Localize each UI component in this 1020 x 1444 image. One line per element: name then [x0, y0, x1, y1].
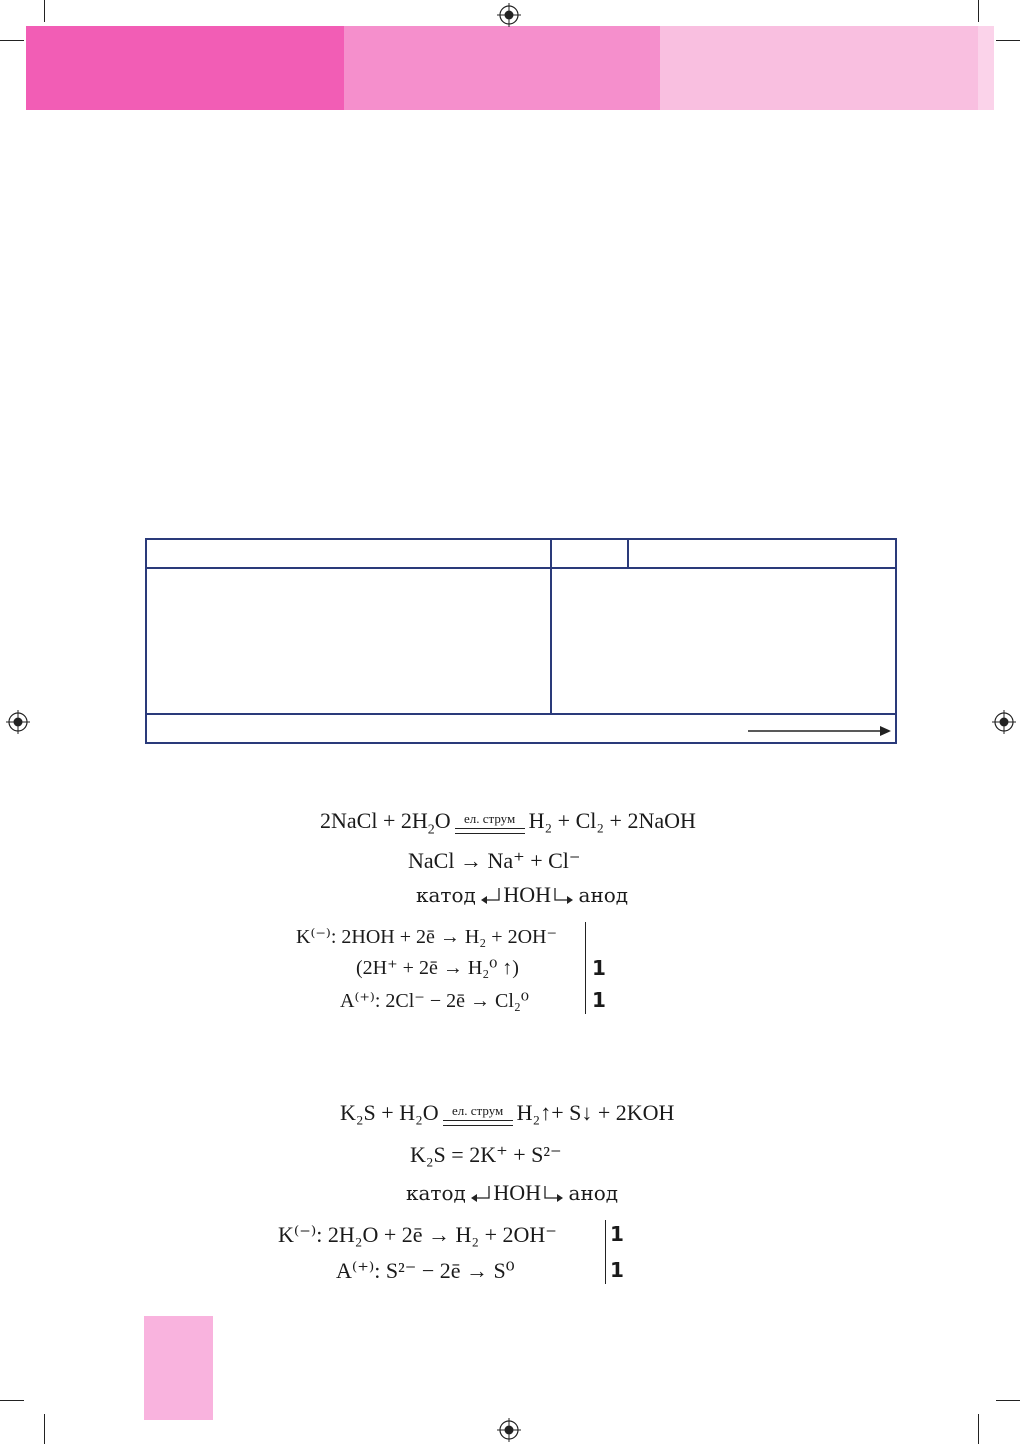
bent-arrow-right-icon	[551, 888, 573, 906]
header-band-mid	[344, 26, 660, 110]
crop-mark	[0, 1400, 24, 1401]
reaction1-electrode-scheme: катод HOH анод	[416, 882, 629, 907]
reaction1-overall: 2NaCl + $2H_2O$ ел. струм H₂ + Cl₂ + 2NaOH	[320, 808, 696, 838]
crop-mark	[44, 1414, 45, 1444]
page-number-tab	[144, 1316, 213, 1420]
arrow-right-icon	[748, 723, 893, 739]
coefficient: 1	[592, 956, 606, 980]
balance-bar	[585, 922, 586, 1014]
header-band-dark	[26, 26, 344, 110]
reaction2-cathode-equation: K⁽⁻⁾: 2H₂O + 2ē → H₂ + 2OH⁻	[278, 1222, 557, 1247]
reaction2-dissociation: K₂S = 2K⁺ + S²⁻	[410, 1142, 562, 1167]
coefficient: 1	[592, 988, 606, 1012]
crop-mark	[996, 1400, 1020, 1401]
registration-mark-icon	[497, 3, 521, 27]
registration-mark-icon	[6, 710, 30, 734]
registration-mark-icon	[992, 710, 1016, 734]
balance-bar	[605, 1220, 606, 1284]
crop-mark	[996, 40, 1020, 41]
coefficient: 1	[610, 1222, 624, 1246]
crop-mark	[978, 1414, 979, 1444]
crop-mark	[44, 0, 45, 22]
crop-mark	[0, 40, 24, 41]
reaction1-anode-equation: A⁽⁺⁾: 2Cl⁻ − 2ē → Cl₂⁰	[340, 990, 529, 1012]
header-band-edge	[978, 26, 994, 110]
reaction2-electrode-scheme: катод HOH анод	[406, 1180, 619, 1205]
bent-arrow-left-icon	[481, 888, 503, 906]
registration-mark-icon	[497, 1418, 521, 1442]
crop-mark	[978, 0, 979, 22]
electrolysis-arrow: ел. струм	[455, 812, 525, 834]
reaction2-overall: K₂S + H₂O ел. струм H₂↑+ S↓ + 2KOH	[340, 1100, 675, 1125]
bent-arrow-left-icon	[471, 1186, 493, 1204]
electrolysis-arrow: ел. струм	[443, 1104, 513, 1126]
reaction1-cathode-alt: (2H⁺ + 2ē → H₂⁰ ↑)	[356, 957, 519, 979]
reaction1-dissociation: NaCl → Na⁺ + Cl⁻	[408, 848, 581, 873]
reaction1-cathode-equation: K⁽⁻⁾: 2HOH + 2ē → H₂ + 2OH⁻	[296, 926, 558, 948]
reaction2-anode-equation: A⁽⁺⁾: S²⁻ − 2ē → S⁰	[336, 1258, 515, 1283]
header-band-light	[660, 26, 978, 110]
bent-arrow-right-icon	[541, 1186, 563, 1204]
coefficient: 1	[610, 1258, 624, 1282]
